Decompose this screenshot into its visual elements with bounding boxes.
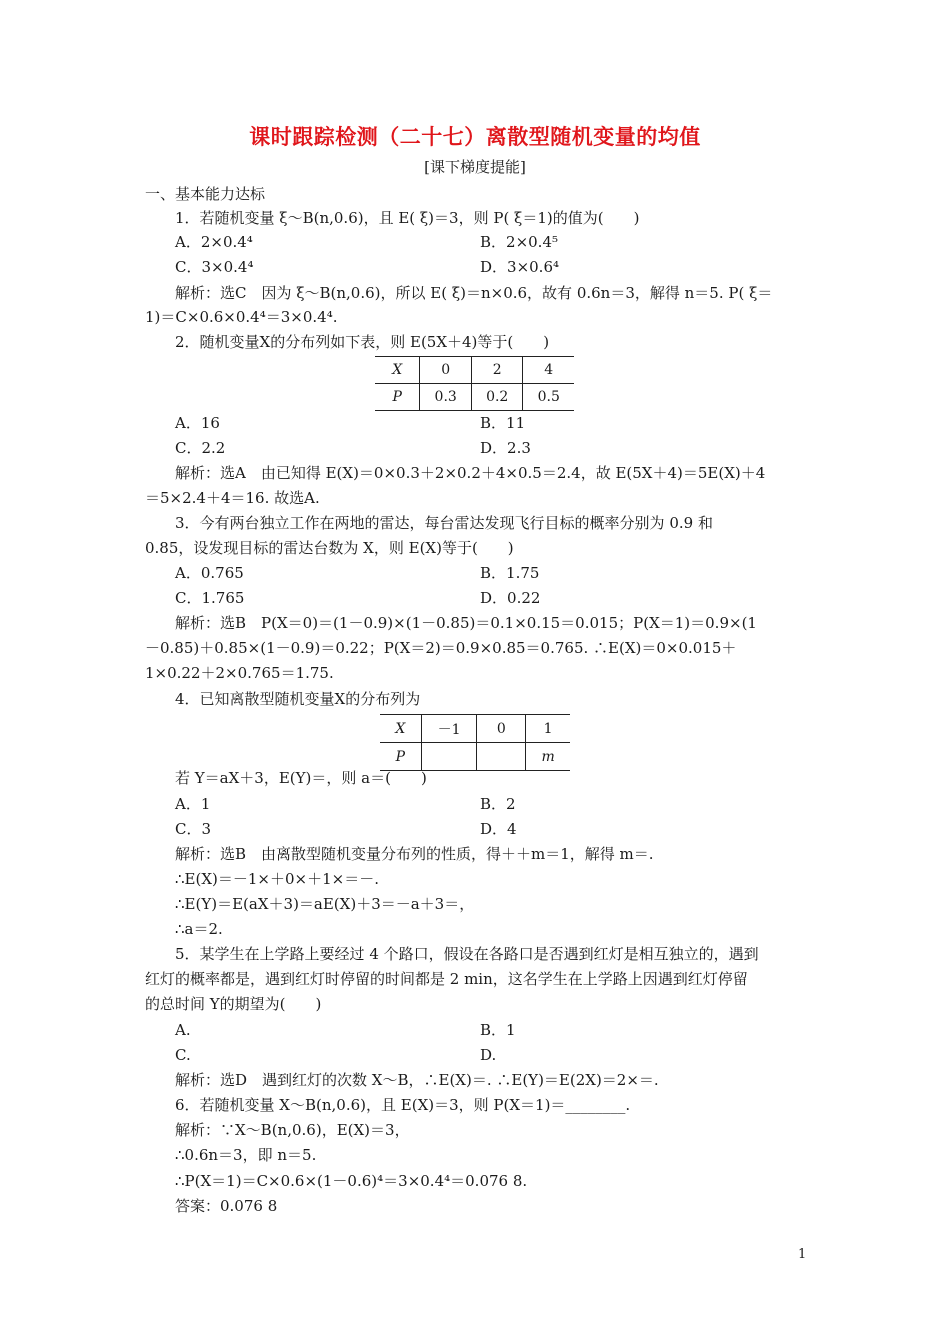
q4-stem: 4．已知离散型随机变量X的分布列为 bbox=[175, 690, 421, 708]
q6-answer: 答案：0.076 8 bbox=[175, 1197, 278, 1215]
q4-stem-line2: 若 Y＝aX＋3，E(Y)＝，则 a＝( ) bbox=[175, 769, 427, 787]
q1-option-d: D．3×0.6⁴ bbox=[480, 258, 560, 276]
q1-option-c: C．3×0.4⁴ bbox=[175, 258, 254, 276]
q4-solution-line1: 解析：选B 由离散型随机变量分布列的性质，得＋＋m＝1，解得 m＝. bbox=[175, 845, 654, 863]
q4-option-c: C．3 bbox=[175, 820, 212, 838]
table-cell: X bbox=[380, 715, 421, 743]
q4-option-b: B．2 bbox=[480, 795, 516, 813]
table-cell: 1 bbox=[526, 715, 570, 743]
table-cell: m bbox=[526, 743, 570, 771]
table-row bbox=[375, 384, 574, 411]
q2-solution-line2: ＝5×2.4＋4＝16. 故选A. bbox=[145, 489, 320, 507]
page-subtitle: [课下梯度提能] bbox=[424, 158, 526, 176]
q2-stem: 2．随机变量X的分布列如下表，则 E(5X＋4)等于( ) bbox=[175, 333, 550, 351]
page-title: 课时跟踪检测（二十七）离散型随机变量的均值 bbox=[249, 125, 701, 149]
q5-option-c: C. bbox=[175, 1046, 191, 1064]
q5-stem-line1: 5．某学生在上学路上要经过 4 个路口，假设在各路口是否遇到红灯是相互独立的，遇到 bbox=[175, 945, 759, 963]
table-row bbox=[380, 743, 570, 771]
q4-solution-line4: ∴a＝2. bbox=[175, 920, 223, 938]
table-cell: X bbox=[375, 357, 420, 384]
q1-option-b: B．2×0.4⁵ bbox=[480, 233, 559, 251]
q4-solution-line3: ∴E(Y)＝E(aX＋3)＝aE(X)＋3＝－a＋3＝， bbox=[175, 895, 475, 913]
q3-solution-line3: 1×0.22＋2×0.765＝1.75. bbox=[145, 664, 334, 682]
q6-solution-line1: 解析：∵X～B(n,0.6)，E(X)＝3， bbox=[175, 1121, 410, 1139]
table-cell: 0 bbox=[420, 357, 472, 384]
q3-option-d: D．0.22 bbox=[480, 589, 541, 607]
q3-stem-line2: 0.85，设发现目标的雷达台数为 X，则 E(X)等于( ) bbox=[145, 539, 514, 557]
table-cell: －1 bbox=[421, 715, 477, 743]
q1-solution-line2: 1)＝C×0.6×0.4⁴＝3×0.4⁴. bbox=[145, 308, 338, 326]
q1-option-a: A．2×0.4⁴ bbox=[175, 233, 253, 251]
q1-solution-line1: 解析：选C 因为 ξ～B(n,0.6)，所以 E( ξ)＝n×0.6，故有 0.6n＝3，解得 n＝5. P( ξ＝ bbox=[175, 284, 773, 302]
q3-option-a: A．0.765 bbox=[175, 564, 244, 582]
q3-option-b: B．1.75 bbox=[480, 564, 540, 582]
q5-solution-line1: 解析：选D 遇到红灯的次数 X～B，∴E(X)＝. ∴E(Y)＝E(2X)＝2×＝. bbox=[175, 1071, 659, 1089]
q2-distribution-table bbox=[375, 356, 574, 411]
table-cell: 0 bbox=[477, 715, 526, 743]
q3-option-c: C．1.765 bbox=[175, 589, 245, 607]
table-cell: 2 bbox=[471, 357, 523, 384]
table-cell: P bbox=[375, 384, 420, 411]
q3-stem-line1: 3．今有两台独立工作在两地的雷达，每台雷达发现飞行目标的概率分别为 0.9 和 bbox=[175, 514, 713, 532]
q1-stem: 1．若随机变量 ξ～B(n,0.6)，且 E( ξ)＝3，则 P( ξ＝1)的值为( ) bbox=[175, 209, 640, 227]
q5-option-d: D. bbox=[480, 1046, 497, 1064]
q4-solution-line2: ∴E(X)＝－1×＋0×＋1×＝－. bbox=[175, 870, 379, 888]
table-cell bbox=[477, 743, 526, 771]
q2-option-c: C．2.2 bbox=[175, 439, 226, 457]
table-row bbox=[380, 715, 570, 743]
table-row bbox=[375, 357, 574, 384]
table-cell: 0.2 bbox=[471, 384, 523, 411]
q2-option-d: D．2.3 bbox=[480, 439, 531, 457]
q5-option-a: A. bbox=[175, 1021, 191, 1039]
q6-solution-line2: ∴0.6n＝3，即 n＝5. bbox=[175, 1146, 317, 1164]
q2-option-b: B．11 bbox=[480, 414, 526, 432]
q5-stem-line2: 红灯的概率都是，遇到红灯时停留的时间都是 2 min，这名学生在上学路上因遇到红灯停留 bbox=[145, 970, 748, 988]
page-number: 1 bbox=[798, 1247, 807, 1262]
section-heading: 一、基本能力达标 bbox=[145, 185, 266, 203]
q6-solution-line3: ∴P(X＝1)＝C×0.6×(1－0.6)⁴＝3×0.4⁴＝0.076 8. bbox=[175, 1172, 528, 1190]
q3-solution-line2: －0.85)＋0.85×(1－0.9)＝0.22；P(X＝2)＝0.9×0.85＝0.765. ∴E(X)＝0×0.015＋ bbox=[145, 639, 737, 657]
q6-stem: 6．若随机变量 X～B(n,0.6)，且 E(X)＝3，则 P(X＝1)＝________. bbox=[175, 1096, 631, 1114]
table-cell: 0.5 bbox=[523, 384, 574, 411]
q5-option-b: B．1 bbox=[480, 1021, 516, 1039]
q2-option-a: A．16 bbox=[175, 414, 220, 432]
q4-option-d: D．4 bbox=[480, 820, 517, 838]
q3-solution-line1: 解析：选B P(X＝0)＝(1－0.9)×(1－0.85)＝0.1×0.15＝0.015；P(X＝1)＝0.9×(1 bbox=[175, 614, 757, 632]
q4-distribution-table bbox=[380, 714, 570, 771]
table-cell bbox=[421, 743, 477, 771]
table-cell: 0.3 bbox=[420, 384, 472, 411]
q4-option-a: A．1 bbox=[175, 795, 211, 813]
table-cell: P bbox=[380, 743, 421, 771]
q5-stem-line3: 的总时间 Y的期望为( ) bbox=[145, 995, 322, 1013]
table-cell: 4 bbox=[523, 357, 574, 384]
q2-solution-line1: 解析：选A 由已知得 E(X)＝0×0.3＋2×0.2＋4×0.5＝2.4，故 E(5X＋4)＝5E(X)＋4 bbox=[175, 464, 766, 482]
